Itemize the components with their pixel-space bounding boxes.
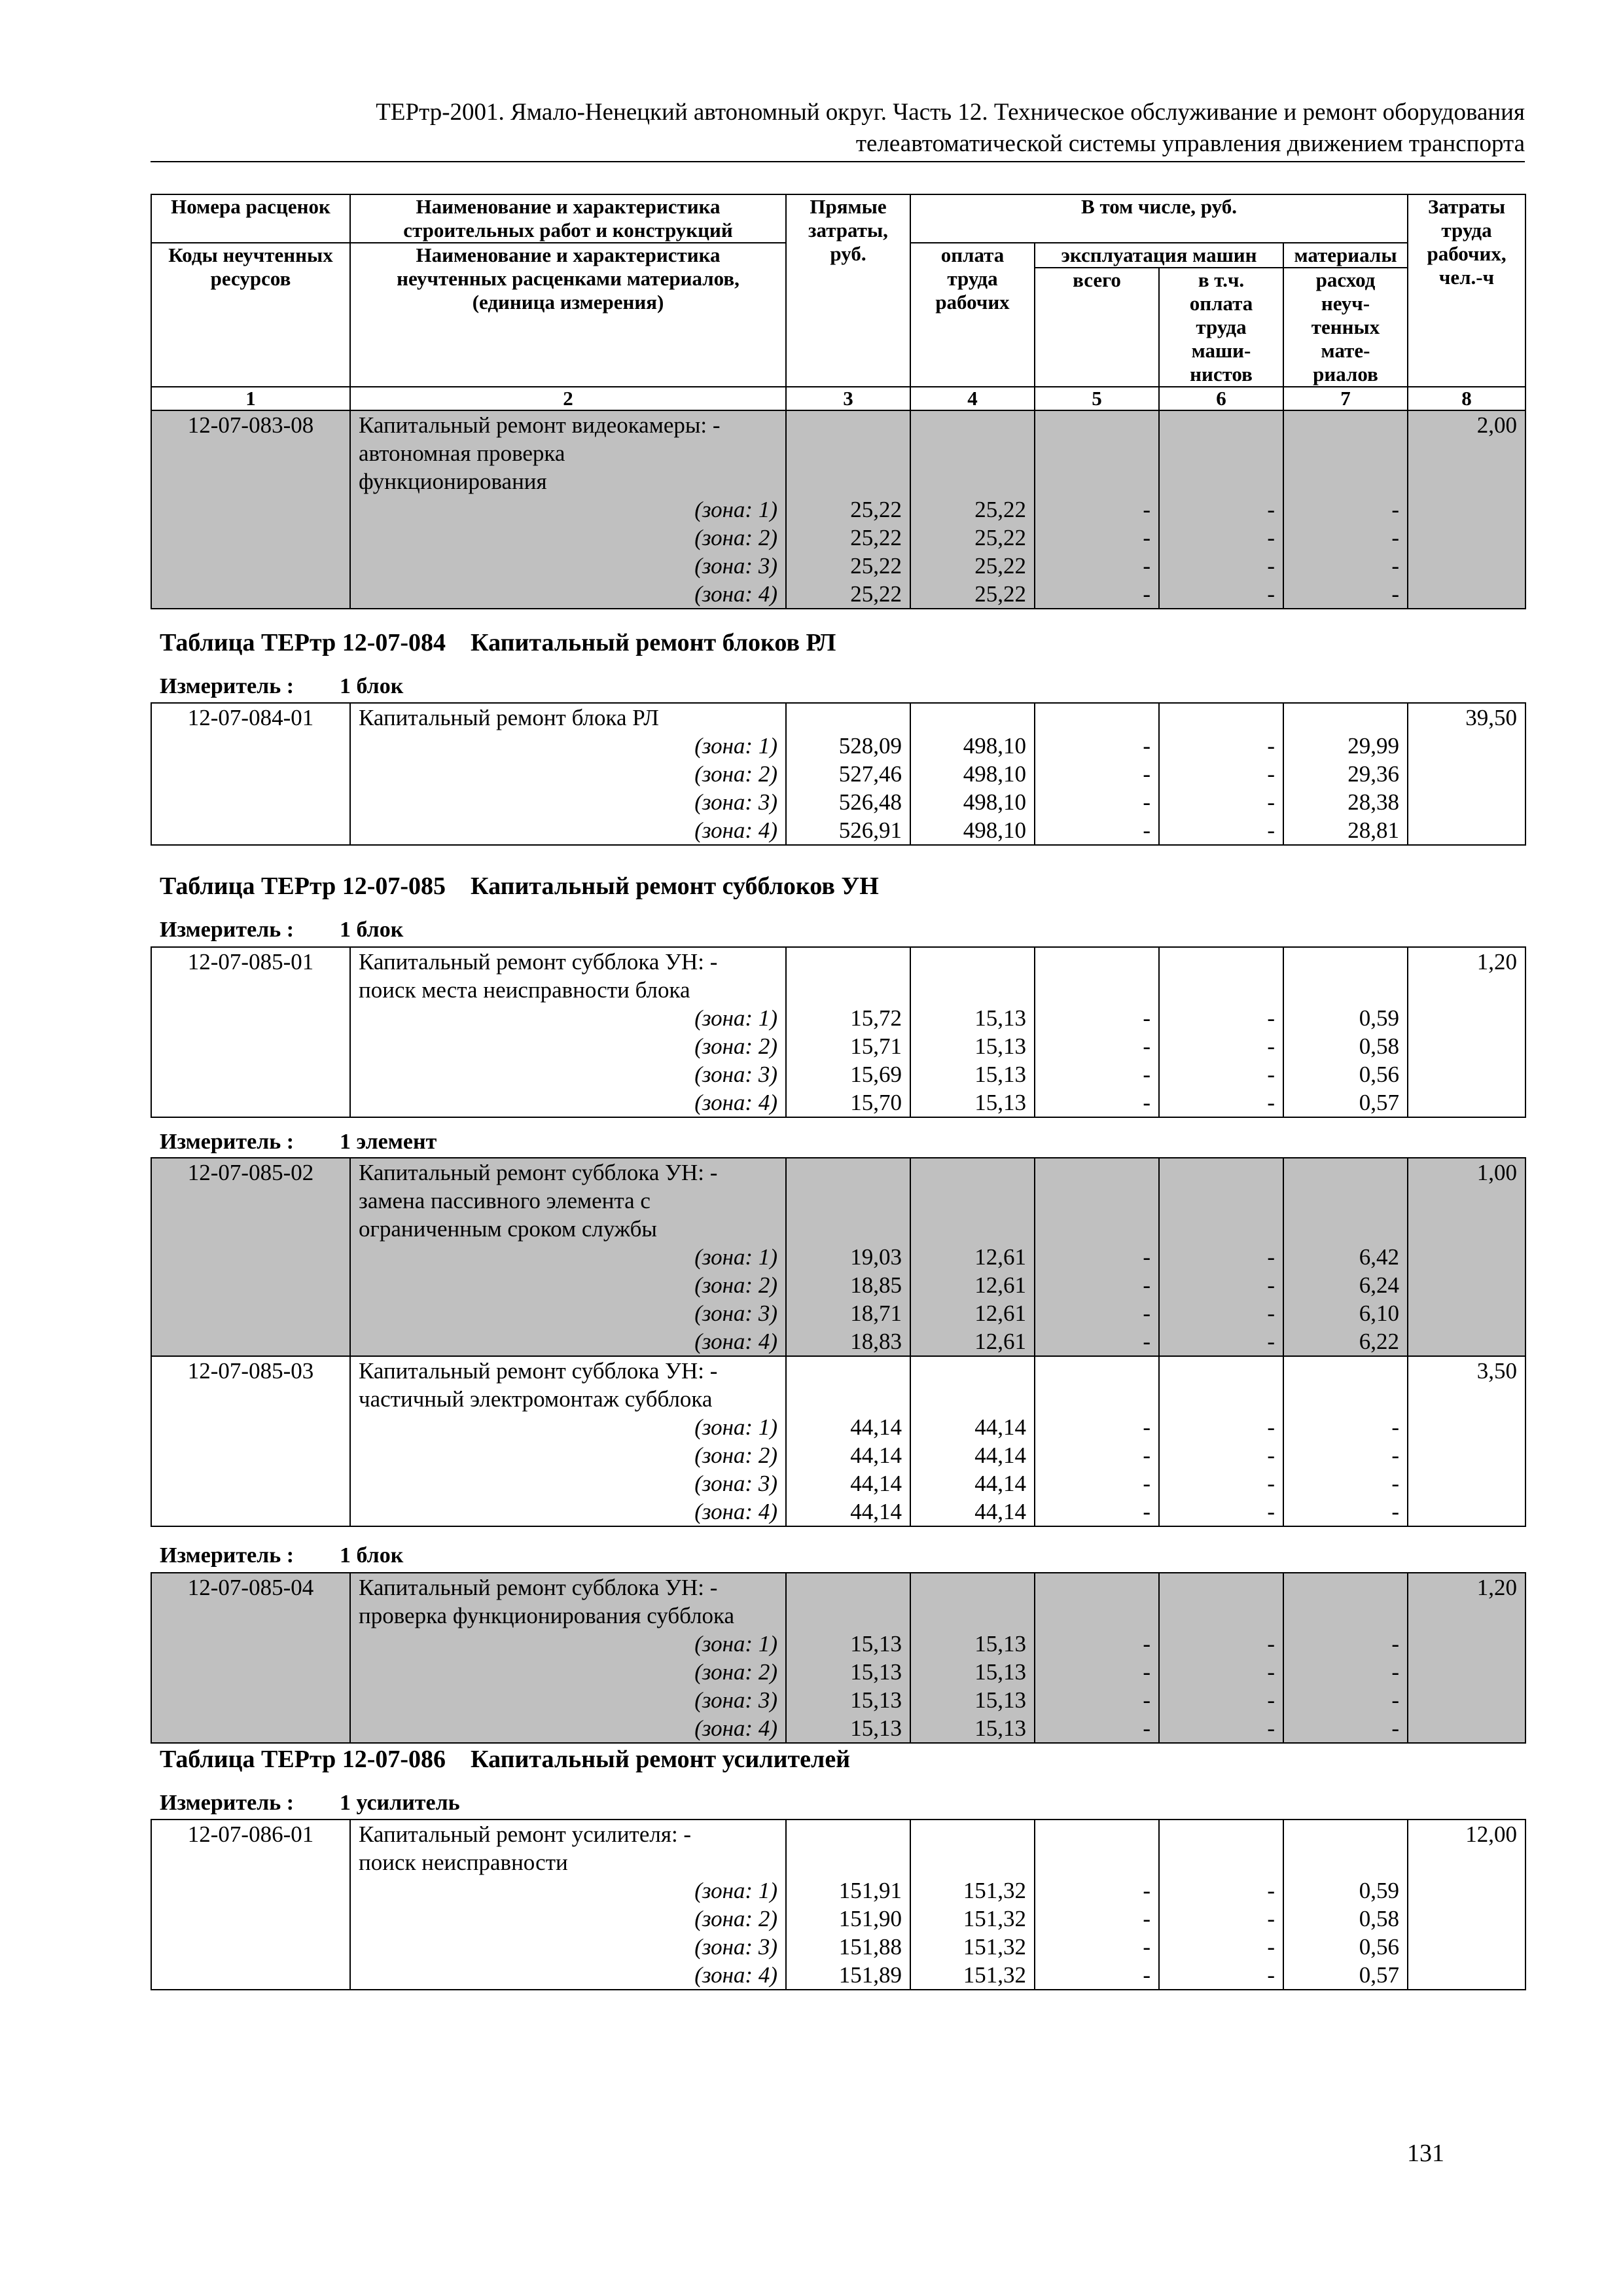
machine-cost: - xyxy=(1035,1933,1159,1961)
wage-cost: 25,22 xyxy=(910,524,1035,552)
measure-unit: 1 блок xyxy=(340,1543,404,1568)
header-nomera: Номера расценок xyxy=(151,194,350,243)
machinist-cost: - xyxy=(1159,1658,1283,1686)
rate-block-12-07-086-01 xyxy=(151,1820,1525,1990)
zone-label: (зона: 2) xyxy=(350,1905,786,1933)
col-number: 3 xyxy=(786,387,910,410)
machinist-cost: - xyxy=(1159,1498,1283,1526)
material-cost: 0,57 xyxy=(1283,1088,1408,1117)
machine-cost: - xyxy=(1035,1271,1159,1299)
header-ekspluatatsiya: эксплуатация машин xyxy=(1035,243,1283,268)
zone-row xyxy=(151,1658,1525,1686)
material-cost: - xyxy=(1283,1714,1408,1743)
zone-label: (зона: 4) xyxy=(350,580,786,609)
col-number: 5 xyxy=(1035,387,1159,410)
machine-cost: - xyxy=(1035,1658,1159,1686)
header-oplata: оплата труда рабочих xyxy=(910,243,1035,387)
material-cost: 6,22 xyxy=(1283,1327,1408,1356)
machine-cost: - xyxy=(1035,1630,1159,1658)
zone-label: (зона: 3) xyxy=(350,1299,786,1327)
zone-row xyxy=(151,1714,1525,1743)
zone-label: (зона: 4) xyxy=(350,1714,786,1743)
measure-084 xyxy=(160,673,403,700)
rates-table-085-c xyxy=(151,1572,1526,1744)
header-line-1: ТЕРтр-2001. Ямало-Ненецкий автономный округ. Часть 12. Техническое обслуживание и ремонт оборудования xyxy=(376,99,1525,126)
direct-cost: 15,72 xyxy=(786,1004,910,1032)
direct-cost: 18,85 xyxy=(786,1271,910,1299)
wage-cost: 151,32 xyxy=(910,1905,1035,1933)
machinist-cost: - xyxy=(1159,1933,1283,1961)
direct-cost: 528,09 xyxy=(786,732,910,760)
zone-label: (зона: 2) xyxy=(350,760,786,788)
material-cost: - xyxy=(1283,1658,1408,1686)
zone-row xyxy=(151,1060,1525,1088)
direct-cost: 151,91 xyxy=(786,1876,910,1905)
direct-cost: 18,71 xyxy=(786,1299,910,1327)
machine-cost: - xyxy=(1035,1961,1159,1990)
measure-085-a xyxy=(160,916,403,944)
zone-row xyxy=(151,1441,1525,1469)
rate-desc: Капитальный ремонт субблока УН: - xyxy=(350,1573,786,1602)
section-title-085: Таблица ТЕРтр 12-07-085 Капитальный ремонт субблоков УН xyxy=(160,872,879,900)
wage-cost: 44,14 xyxy=(910,1469,1035,1498)
zone-label: (зона: 3) xyxy=(350,552,786,580)
zone-row xyxy=(151,1004,1525,1032)
wage-cost: 25,22 xyxy=(910,580,1035,609)
machine-cost: - xyxy=(1035,1905,1159,1933)
machinist-cost: - xyxy=(1159,1714,1283,1743)
machinist-cost: - xyxy=(1159,816,1283,845)
direct-cost: 19,03 xyxy=(786,1243,910,1271)
machine-cost: - xyxy=(1035,1088,1159,1117)
machinist-cost: - xyxy=(1159,1004,1283,1032)
direct-cost: 526,48 xyxy=(786,788,910,816)
material-cost: 0,58 xyxy=(1283,1905,1408,1933)
measure-unit: 1 блок xyxy=(340,674,404,698)
machinist-cost: - xyxy=(1159,1630,1283,1658)
page-number: 131 xyxy=(1407,2140,1444,2167)
zone-label: (зона: 2) xyxy=(350,1658,786,1686)
labor-cost: 1,00 xyxy=(1408,1158,1525,1187)
col-number: 4 xyxy=(910,387,1035,410)
rate-block-12-07-083-08 xyxy=(151,410,1525,609)
zone-row xyxy=(151,1413,1525,1441)
zone-row xyxy=(151,1905,1525,1933)
measure-unit: 1 элемент xyxy=(340,1130,437,1154)
rates-table-083 xyxy=(151,194,1526,609)
direct-cost: 526,91 xyxy=(786,816,910,845)
col-number: 2 xyxy=(350,387,786,410)
zone-label: (зона: 1) xyxy=(350,495,786,524)
zone-label: (зона: 1) xyxy=(350,1876,786,1905)
material-cost: - xyxy=(1283,1498,1408,1526)
machinist-cost: - xyxy=(1159,1060,1283,1088)
rate-code: 12-07-085-03 xyxy=(151,1356,350,1385)
zone-row xyxy=(151,524,1525,552)
machinist-cost: - xyxy=(1159,760,1283,788)
machinist-cost: - xyxy=(1159,495,1283,524)
material-cost: - xyxy=(1283,1686,1408,1714)
wage-cost: 151,32 xyxy=(910,1933,1035,1961)
material-cost: 29,36 xyxy=(1283,760,1408,788)
zone-label: (зона: 3) xyxy=(350,1469,786,1498)
rate-code: 12-07-085-01 xyxy=(151,947,350,976)
wage-cost: 44,14 xyxy=(910,1441,1035,1469)
machine-cost: - xyxy=(1035,1032,1159,1060)
col-number: 1 xyxy=(151,387,350,410)
zone-label: (зона: 4) xyxy=(350,1088,786,1117)
wage-cost: 498,10 xyxy=(910,816,1035,845)
zone-row xyxy=(151,1630,1525,1658)
machine-cost: - xyxy=(1035,1243,1159,1271)
direct-cost: 151,88 xyxy=(786,1933,910,1961)
measure-label: Измеритель : xyxy=(160,1130,294,1154)
machine-cost: - xyxy=(1035,552,1159,580)
material-cost: 28,81 xyxy=(1283,816,1408,845)
labor-cost: 39,50 xyxy=(1408,703,1525,732)
section-title-084: Таблица ТЕРтр 12-07-084 Капитальный ремонт блоков РЛ xyxy=(160,629,836,656)
zone-row xyxy=(151,788,1525,816)
rate-desc: Капитальный ремонт видеокамеры: - xyxy=(350,410,786,439)
direct-cost: 151,90 xyxy=(786,1905,910,1933)
measure-086 xyxy=(160,1789,460,1817)
rate-code: 12-07-085-02 xyxy=(151,1158,350,1187)
zone-label: (зона: 2) xyxy=(350,524,786,552)
wage-cost: 25,22 xyxy=(910,495,1035,524)
header-naimenovanie: Наименование и характеристика строительных работ и конструкций xyxy=(350,194,786,243)
zone-label: (зона: 3) xyxy=(350,1686,786,1714)
direct-cost: 25,22 xyxy=(786,552,910,580)
page-header xyxy=(151,97,1525,162)
rate-desc: ограниченным сроком службы xyxy=(350,1215,786,1243)
header-zatraty: Затраты труда рабочих, чел.-ч xyxy=(1408,194,1525,387)
rates-table-086 xyxy=(151,1819,1526,1990)
material-cost: - xyxy=(1283,1413,1408,1441)
machine-cost: - xyxy=(1035,1686,1159,1714)
zone-row xyxy=(151,1243,1525,1271)
wage-cost: 15,13 xyxy=(910,1004,1035,1032)
labor-cost: 1,20 xyxy=(1408,947,1525,976)
labor-cost: 2,00 xyxy=(1408,410,1525,439)
machinist-cost: - xyxy=(1159,1686,1283,1714)
direct-cost: 44,14 xyxy=(786,1469,910,1498)
machinist-cost: - xyxy=(1159,1032,1283,1060)
direct-cost: 15,13 xyxy=(786,1686,910,1714)
direct-cost: 44,14 xyxy=(786,1498,910,1526)
rate-desc: проверка функционирования субблока xyxy=(350,1602,786,1630)
rates-table-085-a xyxy=(151,946,1526,1118)
material-cost: - xyxy=(1283,552,1408,580)
wage-cost: 151,32 xyxy=(910,1961,1035,1990)
rate-code: 12-07-084-01 xyxy=(151,703,350,732)
wage-cost: 15,13 xyxy=(910,1630,1035,1658)
zone-row xyxy=(151,1271,1525,1299)
machine-cost: - xyxy=(1035,1327,1159,1356)
zone-label: (зона: 4) xyxy=(350,1961,786,1990)
machine-cost: - xyxy=(1035,732,1159,760)
rate-block-12-07-085-03 xyxy=(151,1356,1525,1526)
header-materialy: материалы xyxy=(1283,243,1408,268)
header-line-2: телеавтоматической системы управления движением транспорта xyxy=(855,130,1525,157)
wage-cost: 15,13 xyxy=(910,1714,1035,1743)
header-vtom-chisle: В том числе, руб. xyxy=(910,194,1408,243)
machinist-cost: - xyxy=(1159,1876,1283,1905)
measure-label: Измеритель : xyxy=(160,674,294,698)
machinist-cost: - xyxy=(1159,580,1283,609)
table-header xyxy=(151,194,1525,410)
labor-cost: 12,00 xyxy=(1408,1820,1525,1848)
machine-cost: - xyxy=(1035,788,1159,816)
wage-cost: 498,10 xyxy=(910,760,1035,788)
direct-cost: 15,70 xyxy=(786,1088,910,1117)
zone-row xyxy=(151,495,1525,524)
direct-cost: 18,83 xyxy=(786,1327,910,1356)
zone-row xyxy=(151,552,1525,580)
material-cost: - xyxy=(1283,580,1408,609)
rate-desc: частичный электромонтаж субблока xyxy=(350,1385,786,1413)
direct-cost: 15,71 xyxy=(786,1032,910,1060)
zone-row xyxy=(151,760,1525,788)
header-pryamye: Прямые затраты, руб. xyxy=(786,194,910,387)
machine-cost: - xyxy=(1035,1413,1159,1441)
direct-cost: 15,13 xyxy=(786,1658,910,1686)
material-cost: 0,59 xyxy=(1283,1004,1408,1032)
header-rashod: расход неуч-тенных мате-риалов xyxy=(1283,268,1408,387)
wage-cost: 498,10 xyxy=(910,788,1035,816)
machine-cost: - xyxy=(1035,524,1159,552)
machinist-cost: - xyxy=(1159,732,1283,760)
rate-code: 12-07-083-08 xyxy=(151,410,350,439)
header-kody: Коды неучтенных ресурсов xyxy=(151,243,350,387)
material-cost: 29,99 xyxy=(1283,732,1408,760)
wage-cost: 151,32 xyxy=(910,1876,1035,1905)
header-vsego: всего xyxy=(1035,268,1159,387)
material-cost: - xyxy=(1283,1441,1408,1469)
measure-unit: 1 усилитель xyxy=(340,1791,460,1815)
material-cost: - xyxy=(1283,1469,1408,1498)
zone-row xyxy=(151,580,1525,609)
machinist-cost: - xyxy=(1159,1271,1283,1299)
col-number: 6 xyxy=(1159,387,1283,410)
wage-cost: 498,10 xyxy=(910,732,1035,760)
zone-label: (зона: 1) xyxy=(350,1004,786,1032)
material-cost: - xyxy=(1283,1630,1408,1658)
wage-cost: 15,13 xyxy=(910,1060,1035,1088)
zone-label: (зона: 1) xyxy=(350,732,786,760)
material-cost: 6,42 xyxy=(1283,1243,1408,1271)
material-cost: 0,59 xyxy=(1283,1876,1408,1905)
zone-label: (зона: 1) xyxy=(350,1630,786,1658)
material-cost: 28,38 xyxy=(1283,788,1408,816)
zone-label: (зона: 2) xyxy=(350,1441,786,1469)
machine-cost: - xyxy=(1035,816,1159,845)
zone-label: (зона: 2) xyxy=(350,1271,786,1299)
machine-cost: - xyxy=(1035,1060,1159,1088)
zone-label: (зона: 3) xyxy=(350,1060,786,1088)
wage-cost: 15,13 xyxy=(910,1032,1035,1060)
machinist-cost: - xyxy=(1159,1243,1283,1271)
rate-desc: замена пассивного элемента с xyxy=(350,1187,786,1215)
rate-desc: автономная проверка xyxy=(350,439,786,467)
wage-cost: 25,22 xyxy=(910,552,1035,580)
zone-row xyxy=(151,1498,1525,1526)
wage-cost: 12,61 xyxy=(910,1271,1035,1299)
machine-cost: - xyxy=(1035,1498,1159,1526)
zone-label: (зона: 3) xyxy=(350,1933,786,1961)
rates-table-084 xyxy=(151,702,1526,846)
material-cost: 0,56 xyxy=(1283,1933,1408,1961)
material-cost: 0,58 xyxy=(1283,1032,1408,1060)
zone-label: (зона: 1) xyxy=(350,1413,786,1441)
zone-label: (зона: 1) xyxy=(350,1243,786,1271)
header-naimenovanie-neuchtennyh: Наименование и характеристика неучтенных расценками материалов, (единица измерения) xyxy=(350,243,786,387)
zone-label: (зона: 2) xyxy=(350,1032,786,1060)
wage-cost: 12,61 xyxy=(910,1327,1035,1356)
zone-row xyxy=(151,1686,1525,1714)
direct-cost: 15,69 xyxy=(786,1060,910,1088)
zone-row xyxy=(151,1876,1525,1905)
machinist-cost: - xyxy=(1159,524,1283,552)
measure-085-c xyxy=(160,1542,403,1570)
measure-label: Измеритель : xyxy=(160,1543,294,1568)
direct-cost: 25,22 xyxy=(786,495,910,524)
rate-desc: Капитальный ремонт усилителя: - xyxy=(350,1820,786,1848)
material-cost: 0,56 xyxy=(1283,1060,1408,1088)
zone-row xyxy=(151,1469,1525,1498)
rate-block-12-07-084-01 xyxy=(151,703,1525,845)
rate-block-12-07-085-02 xyxy=(151,1158,1525,1356)
machinist-cost: - xyxy=(1159,788,1283,816)
direct-cost: 15,13 xyxy=(786,1630,910,1658)
rate-desc: Капитальный ремонт блока РЛ xyxy=(350,703,786,732)
rate-desc: поиск неисправности xyxy=(350,1848,786,1876)
zone-row xyxy=(151,1299,1525,1327)
direct-cost: 151,89 xyxy=(786,1961,910,1990)
rate-code: 12-07-086-01 xyxy=(151,1820,350,1848)
rate-desc: Капитальный ремонт субблока УН: - xyxy=(350,1158,786,1187)
direct-cost: 25,22 xyxy=(786,580,910,609)
zone-row xyxy=(151,1032,1525,1060)
wage-cost: 15,13 xyxy=(910,1658,1035,1686)
rate-block-12-07-085-01 xyxy=(151,947,1525,1117)
zone-label: (зона: 3) xyxy=(350,788,786,816)
rate-desc: Капитальный ремонт субблока УН: - xyxy=(350,947,786,976)
zone-row xyxy=(151,1961,1525,1990)
machine-cost: - xyxy=(1035,1714,1159,1743)
machinist-cost: - xyxy=(1159,1441,1283,1469)
material-cost: 0,57 xyxy=(1283,1961,1408,1990)
wage-cost: 15,13 xyxy=(910,1088,1035,1117)
zone-label: (зона: 4) xyxy=(350,816,786,845)
zone-label: (зона: 4) xyxy=(350,1498,786,1526)
machine-cost: - xyxy=(1035,495,1159,524)
machinist-cost: - xyxy=(1159,1469,1283,1498)
machinist-cost: - xyxy=(1159,552,1283,580)
material-cost: 6,24 xyxy=(1283,1271,1408,1299)
wage-cost: 44,14 xyxy=(910,1498,1035,1526)
section-title-086: Таблица ТЕРтр 12-07-086 Капитальный ремонт усилителей xyxy=(160,1746,851,1773)
col-number: 7 xyxy=(1283,387,1408,410)
col-number: 8 xyxy=(1408,387,1525,410)
measure-label: Измеритель : xyxy=(160,918,294,942)
rate-block-12-07-085-04 xyxy=(151,1573,1525,1743)
material-cost: - xyxy=(1283,524,1408,552)
zone-row xyxy=(151,1088,1525,1117)
zone-row xyxy=(151,732,1525,760)
zone-row xyxy=(151,1933,1525,1961)
material-cost: - xyxy=(1283,495,1408,524)
zone-row xyxy=(151,1327,1525,1356)
rate-desc: поиск места неисправности блока xyxy=(350,976,786,1004)
machinist-cost: - xyxy=(1159,1299,1283,1327)
wage-cost: 12,61 xyxy=(910,1243,1035,1271)
rates-table-085-b xyxy=(151,1157,1526,1527)
zone-row xyxy=(151,816,1525,845)
machinist-cost: - xyxy=(1159,1088,1283,1117)
wage-cost: 12,61 xyxy=(910,1299,1035,1327)
machine-cost: - xyxy=(1035,1441,1159,1469)
header-vtch-oplata: в т.ч. оплата труда маши-нистов xyxy=(1159,268,1283,387)
wage-cost: 44,14 xyxy=(910,1413,1035,1441)
material-cost: 6,10 xyxy=(1283,1299,1408,1327)
machine-cost: - xyxy=(1035,1004,1159,1032)
machine-cost: - xyxy=(1035,1299,1159,1327)
direct-cost: 44,14 xyxy=(786,1441,910,1469)
machinist-cost: - xyxy=(1159,1327,1283,1356)
rate-desc: Капитальный ремонт субблока УН: - xyxy=(350,1356,786,1385)
direct-cost: 15,13 xyxy=(786,1714,910,1743)
measure-label: Измеритель : xyxy=(160,1791,294,1815)
rate-code: 12-07-085-04 xyxy=(151,1573,350,1602)
measure-085-b xyxy=(160,1128,437,1156)
zone-label: (зона: 4) xyxy=(350,1327,786,1356)
direct-cost: 527,46 xyxy=(786,760,910,788)
wage-cost: 15,13 xyxy=(910,1686,1035,1714)
direct-cost: 25,22 xyxy=(786,524,910,552)
machine-cost: - xyxy=(1035,580,1159,609)
rate-desc: функционирования xyxy=(350,467,786,495)
labor-cost: 1,20 xyxy=(1408,1573,1525,1602)
machinist-cost: - xyxy=(1159,1413,1283,1441)
machinist-cost: - xyxy=(1159,1905,1283,1933)
labor-cost: 3,50 xyxy=(1408,1356,1525,1385)
machinist-cost: - xyxy=(1159,1961,1283,1990)
measure-unit: 1 блок xyxy=(340,918,404,942)
machine-cost: - xyxy=(1035,1469,1159,1498)
direct-cost: 44,14 xyxy=(786,1413,910,1441)
machine-cost: - xyxy=(1035,760,1159,788)
machine-cost: - xyxy=(1035,1876,1159,1905)
